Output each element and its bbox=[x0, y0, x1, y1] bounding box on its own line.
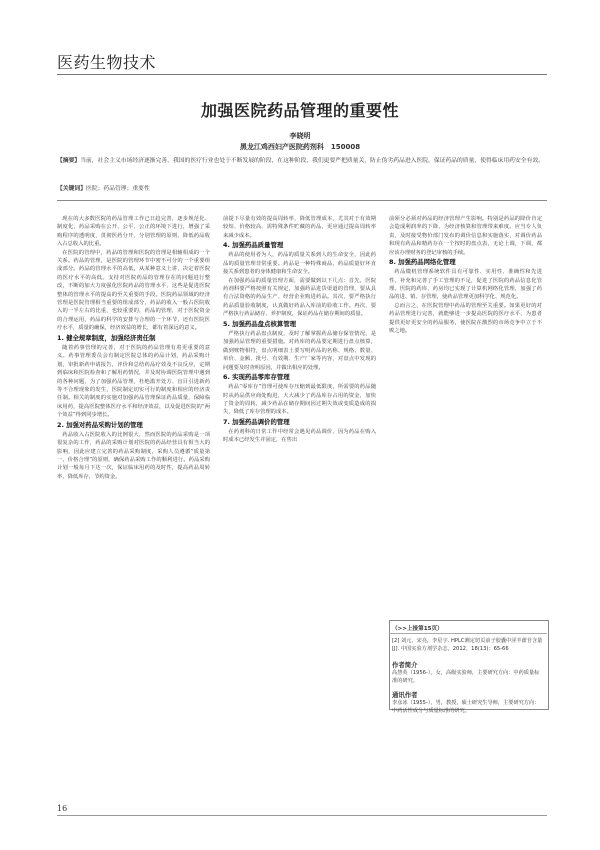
keywords-label: 【关键词】 bbox=[57, 186, 86, 192]
corresponding-author-text: 李彦冰（1955-），男，教授，硕士研究生导师，主要研究方向：中药活性成分与质量标准的研究。 bbox=[392, 700, 540, 714]
paragraph: 在加强药品的质量管理方面，需要做到以下几点：首先，医院药剂科要严格按照有关规定，加强药品进货渠道的管理，要从具有合法资格的药品生产、经营企业购进药品。其次，要严格执行药品质量验收制度，认真做好药品入库前的验收工作。再次，要严格执行药品储存、养护制度，保证药品在储存期间的质量。 bbox=[223, 277, 376, 318]
keywords bbox=[57, 185, 547, 194]
header-divider bbox=[57, 74, 547, 75]
abstract-divider bbox=[57, 200, 547, 201]
article-author: 李晓明 bbox=[289, 132, 311, 140]
article-affiliation: 黑龙江鸡西妇产医院药剂科 150008 bbox=[239, 143, 361, 151]
reference-entry: [2] 刘元，宋亮，李星宇. HPLC测定切页前子胶囊中淫羊藿苷含量[J]. 中国实验方剂学杂志，2012，18(13)：65-66 bbox=[392, 638, 543, 652]
author-bio-text: 高慧英（1956-），女，高级实验师，主要研究方向：中药质量标准的研究。 bbox=[392, 670, 540, 684]
paragraph: 在药剂科的日常工作中经常会遇见药品调价，因为药品在购入时成本已经发生并固定，在售出 bbox=[223, 428, 376, 444]
abstract-text: 当前，社会主义市场经济逐渐完善，我国的医疗行业也处于不断发展的阶段，在这种阶段，我们更要严把质量关，防止伪劣药品进入医院，保证药品的质量，使得临床用药安全有效。 bbox=[80, 158, 544, 164]
section-heading-1: 1. 健全规章制度，加强经济责任制 bbox=[57, 333, 156, 342]
body-column-3 bbox=[389, 215, 542, 335]
reference-box-divider bbox=[389, 633, 547, 634]
keywords-text: 医院；药品管理；重要性 bbox=[86, 186, 150, 192]
paragraph: 严格执行药品盘点制度，及时了解掌握药品储存保管情况，是加强药品管理的重要措施。对药库的药品要定期进行盘点核算，做到账物相符，盘点明细表上要写明药品的名称、规格、数量、单价、金额、批号、有效期、生产厂家等内容，对盘点中发现的问题要及时查明原因，并做出相应的处理。 bbox=[223, 330, 376, 371]
body-column-2 bbox=[223, 215, 376, 445]
article-title: 加强医院药品管理的重要性 bbox=[200, 101, 399, 120]
paragraph: 前提下尽量有效的提高周转率，降低管理成本，尤其对于有效期较短、价格较高、需特殊条件贮藏的药品，更应通过提高周转率来减少成本。 bbox=[223, 216, 376, 239]
footer-divider bbox=[57, 815, 547, 816]
paragraph: 现在的大多数医院的药品管理工作已日趋完善，逐步规范化、制度化，药品采购在公开、公平、公正的环境下进行，增强了采购程序的透明度，贯彻医药分开，分别管理的原则，降低药品收入占总收入的比重。 bbox=[57, 216, 210, 248]
abstract bbox=[57, 157, 547, 167]
paragraph: 药品“零库存”管理可使库存压缩到最低限度，所需要的药品随时从药品供应商处购进，大大减少了药品库存占用的资金，加快了资金的周转，减少药品在储存期间因过期失效或变质造成的损失，降低了库存管理的成本。 bbox=[223, 384, 376, 416]
continued-from-note: （>>上接第15页） bbox=[392, 626, 443, 632]
paragraph: 药品微机管理系统软件具有可靠性、实用性、准确性和先进性，补充和完善了手工管理的不足，促进了医院的药品信息化管理。医院的药库、药房均已实现了计算机网络化管理，加强了药品的进、销、存管理，使药品管理更加科学化、规范化。 bbox=[389, 269, 542, 301]
page-number: 16 bbox=[57, 804, 68, 813]
body-column-1 bbox=[57, 215, 210, 481]
paragraph: 在医院的管理中，药品的管理和医院的管理是相辅相成的一个关系。药品的管理，是医院的管理环节中密不可分的一个重要组成部分。药品的管理水平的高低，从某种意义上讲，决定着医院的医疗水平的高低。支持对医院药品的管理存在的问题进行整改，不断的加大力度强化医院药品的管理水平，这些是促进医院整体的管理水平的提高的至关重要的手段。医院药品领域的经济管理是医院管理相当重要的组成部分，药品的收入一般占医院收入的一半左右的比重，也较重要的，药品的管理，对于医院资金的合理运用，药品的科学的安排与合理的一个环节，还有医院医疗水平，质量的确保，经济效益的增长，都有着深远的意义。 bbox=[57, 249, 210, 332]
section-heading-8: 8. 加强药品网络化管理 bbox=[389, 258, 456, 267]
section-heading-6: 6. 实现药品零库存管理 bbox=[223, 372, 290, 381]
paragraph: 前须分必须对药品的经济管理产生影响。特别是药品的降价肯定会造成利润率的下降，为经济核算和管理带来难度。应当专人负责，及时接受物价部门发布的调价信息和实施落实，对调价药品和现有药品和精药存在一个按时的盘点表，无论上调，下调，都应该办理财务的登记审核的手续。 bbox=[389, 216, 542, 256]
paragraph: 药品的使用者为人，药品的质量关系到人的生命安全，因此药品的质量管理非常重要。药品是一种特殊商品，药品质量好坏直接关系到患者的身体健康和生命安全。 bbox=[223, 252, 376, 276]
paragraph: 药品收入占医院收入的比例很大，然而医院的药品采购是一项很复杂的工作，药品的采购计划对医院的药品经营具有相当大的影响，因此应建立完善的药品采购制度，采购人员遵循“质量第一，价格合理”的原则，确保药品采购工作的顺利进行。药品采购计划一般每月下达一次，保证临床用药的及时性，提高药品周转率，降低库存，节约资金。 bbox=[57, 431, 210, 480]
corresponding-author-heading: 通讯作者 bbox=[392, 691, 418, 699]
section-heading-4: 4. 加强药品质量管理 bbox=[223, 241, 284, 250]
section-heading-5: 5. 加强药品盘点核算管理 bbox=[223, 319, 297, 328]
section-heading-2: 2. 加强对药品采购计划的管理 bbox=[57, 420, 143, 429]
paragraph: 随着药事管理的完善，对于医院的药品管理有着更重要的意义。药事管理委员会有制定医院总体的药品计划，药品采购计划，审批新药申请报告，评价和总结药品疗效及不良反应，定期到临床和医院检查和了解用药情况，并及时协调医院管理中遇到的各种问题，为了加强药品管理，杜绝滥开处方、盲目引进新药等不合理现象的发生，医院制定切实可行的制度和相应的经济责任制。相关的制度的实施对加强药品管理保证药品质量，保障临床用药，提高医院整体医疗水平和经济效益，以及促进医院的“两个效益”得到同步增长。 bbox=[57, 344, 210, 419]
author-bio-heading: 作者简介 bbox=[392, 661, 418, 669]
paragraph: 总而言之，在医院管理中药品的管理至关重要。如果更好的对药品管理进行完善，就能够进一步提高医院的医疗水平，为患者提供更好更安全的药品服务，使医院在激烈的市场竞争中立于不败之地。 bbox=[389, 302, 542, 335]
abstract-label: 【摘要】 bbox=[57, 158, 81, 164]
journal-section-header: 医药生物技术 bbox=[57, 53, 157, 72]
section-heading-7: 7. 加强药品调价的管理 bbox=[223, 417, 290, 426]
